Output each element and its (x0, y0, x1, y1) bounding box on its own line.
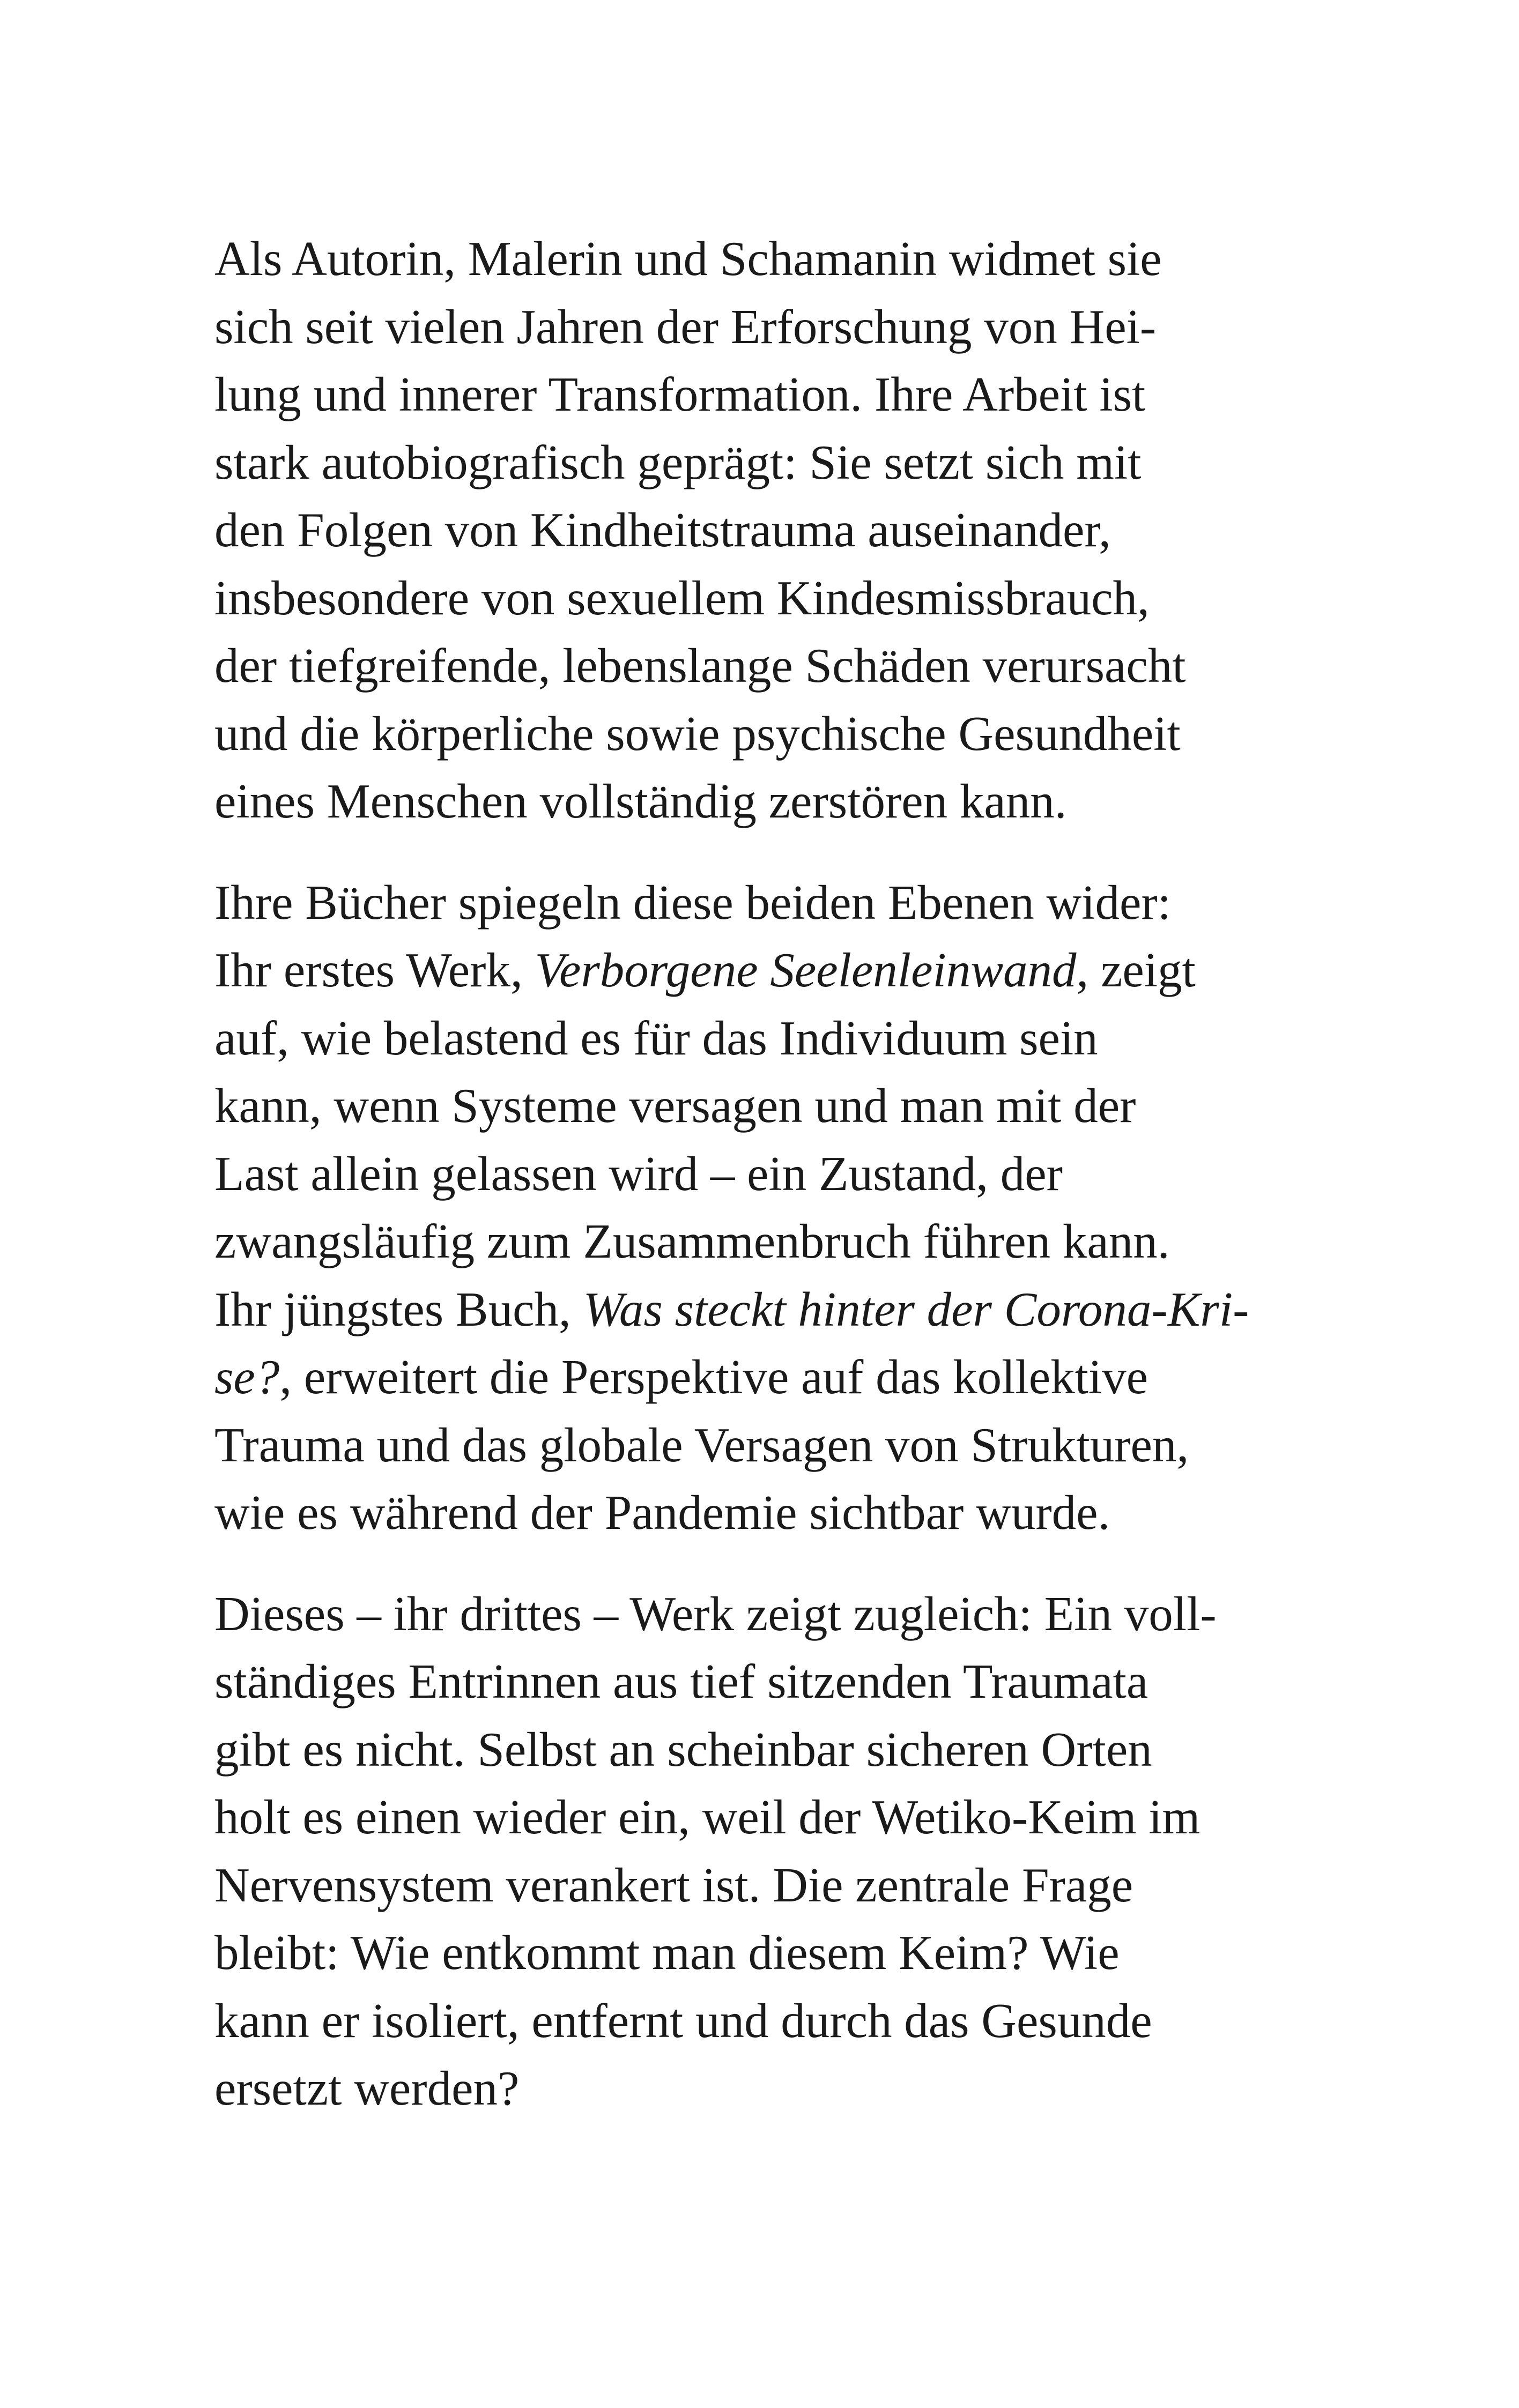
text-line: ständiges Entrinnen aus tief sitzenden Traumata (214, 1654, 1148, 1708)
text-line: den Folgen von Kindheitstrauma auseinander, (214, 503, 1111, 557)
text-line: kann er isoliert, entfernt und durch das Gesunde (214, 1993, 1152, 2048)
line-text: Ihr erstes Werk, (214, 943, 535, 997)
text-line: Als Autorin, Malerin und Schamanin widmet sie (214, 232, 1162, 286)
paragraph-2 (214, 869, 1319, 1547)
line-text: , erweitert die Perspektive auf das kollektive (279, 1350, 1148, 1404)
text-line: lung und innerer Transformation. Ihre Arbeit ist (214, 367, 1146, 421)
book-title-corona-krise: Was steckt hinter der Corona-Kri- (583, 1282, 1249, 1336)
line-text: Ihr jüngstes Buch, (214, 1282, 583, 1336)
text-line: ersetzt werden? (214, 2061, 520, 2115)
text-line: Last allein gelassen wird – ein Zustand, der (214, 1146, 1063, 1201)
text-line: Ihre Bücher spiegeln diese beiden Ebenen wider: (214, 875, 1171, 930)
text-line: holt es einen wieder ein, weil der Wetiko-Keim im (214, 1790, 1201, 1844)
text-line: gibt es nicht. Selbst an scheinbar sicheren Orten (214, 1722, 1152, 1777)
text-line: wie es während der Pandemie sichtbar wurde. (214, 1485, 1110, 1540)
body-text (214, 225, 1319, 2156)
text-line: insbesondere von sexuellem Kindesmissbrauch, (214, 570, 1150, 625)
book-title-corona-krise-continued: se? (214, 1350, 280, 1404)
text-line: zwangsläufig zum Zusammenbruch führen kann. (214, 1214, 1170, 1268)
text-line: sich seit vielen Jahren der Erforschung von Hei- (214, 299, 1157, 354)
text-line-with-title (214, 1276, 1319, 1344)
text-line: Trauma und das globale Versagen von Strukturen, (214, 1417, 1189, 1472)
text-line: bleibt: Wie entkommt man diesem Keim? Wie (214, 1926, 1120, 1980)
line-text: , zeigt (1076, 943, 1196, 997)
text-line: der tiefgreifende, lebenslange Schäden verursacht (214, 638, 1186, 693)
text-line: Nervensystem verankert ist. Die zentrale Frage (214, 1857, 1133, 1912)
text-line: eines Menschen vollständig zerstören kann. (214, 774, 1067, 828)
paragraph-3 (214, 1580, 1319, 2123)
text-line: Dieses – ihr drittes – Werk zeigt zugleich: Ein voll- (214, 1586, 1217, 1641)
text-line-with-title (214, 1343, 1319, 1411)
text-line: und die körperliche sowie psychische Gesundheit (214, 706, 1181, 761)
paragraph-1 (214, 225, 1319, 836)
text-line: auf, wie belastend es für das Individuum sein (214, 1010, 1098, 1065)
text-line: stark autobiografisch geprägt: Sie setzt sich mit (214, 435, 1142, 489)
text-line-with-title (214, 937, 1319, 1005)
text-line: kann, wenn Systeme versagen und man mit der (214, 1079, 1136, 1133)
book-title-verborgene-seelenleinwand: Verborgene Seelenleinwand (535, 943, 1077, 997)
